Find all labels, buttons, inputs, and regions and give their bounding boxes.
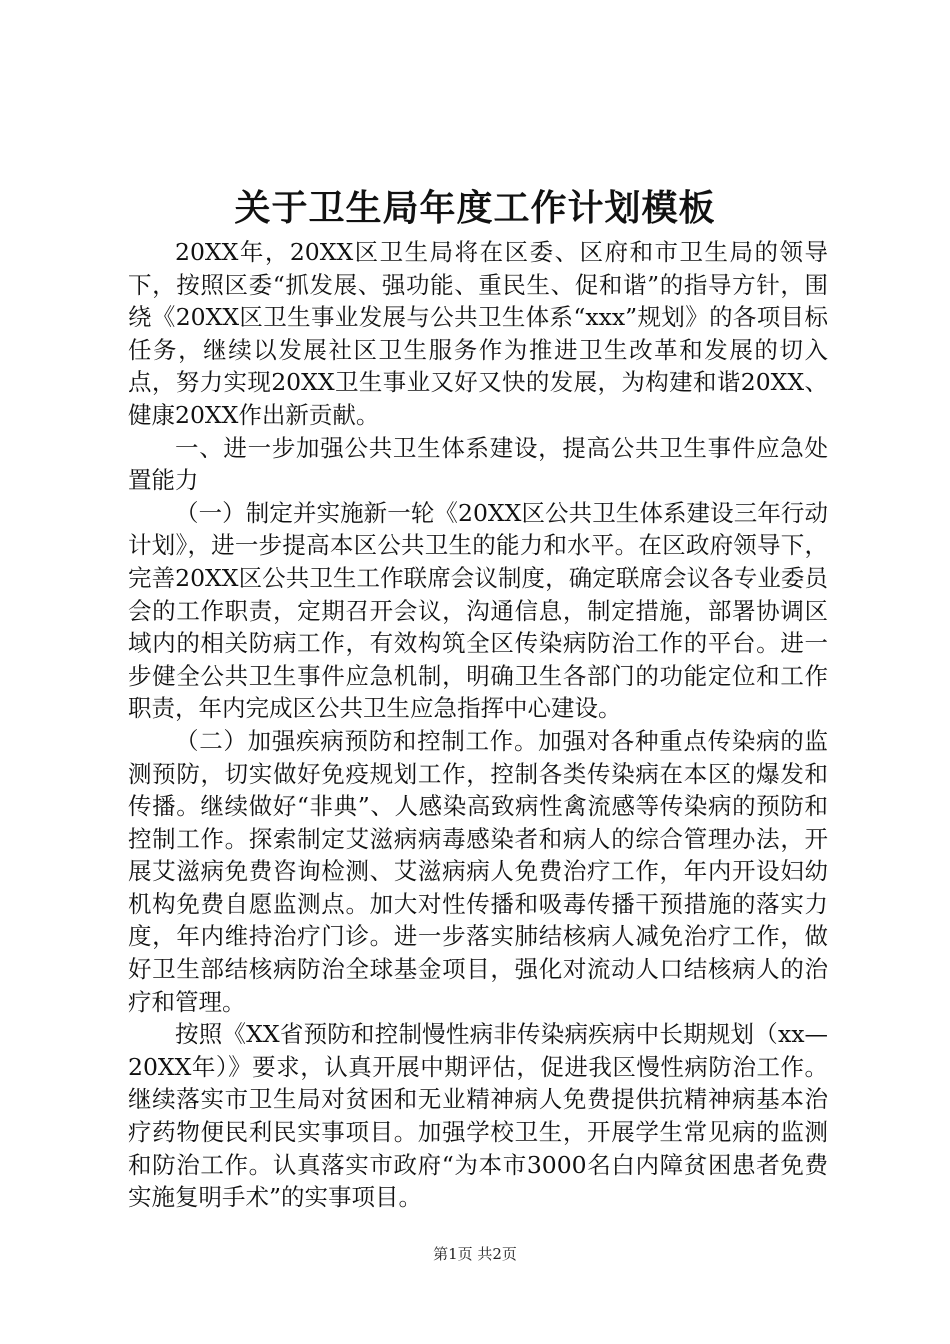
paragraph-subsection-2: （二）加强疾病预防和控制工作。加强对各种重点传染病的监测预防，切实做好免疫规划工作，控制各类传染病在本区的爆发和传播。继续做好“非典”、人感染高致病性禽流感等传染病的预防和控制工作。探索制定艾滋病病毒感染者和病人的综合管理办法，开展艾滋病免费咨询检测、艾滋病病人免费治疗工作，年内开设妇幼机构免费自愿监测点。加大对性传播和吸毒传播干预措施的落实力度，年内维持治疗门诊。进一步落实肺结核病人减免治疗工作，做好卫生部结核病防治全球基金项目，强化对流动人口结核病人的治疗和管理。 [128,726,828,1016]
document-body [128,236,828,1214]
page-footer: 第1页 共2页 [433,1245,517,1263]
paragraph-subsection-1: （一）制定并实施新一轮《20XX区公共卫生体系建设三年行动计划》，进一步提高本区公共卫生的能力和水平。在区政府领导下，完善20XX区公共卫生工作联席会议制度，确定联席会议各专业委员会的工作职责，定期召开会议，沟通信息，制定措施，部署协调区域内的相关防病工作，有效构筑全区传染病防治工作的平台。进一步健全公共卫生事件应急机制，明确卫生各部门的功能定位和工作职责，年内完成区公共卫生应急指挥中心建设。 [128,498,828,723]
document-title: 关于卫生局年度工作计划模板 [234,187,716,229]
section-heading-1: 一、进一步加强公共卫生体系建设，提高公共卫生事件应急处置能力 [128,433,828,495]
paragraph-chronic-disease: 按照《XX省预防和控制慢性病非传染病疾病中长期规划（xx—20XX年）》要求，认真开展中期评估，促进我区慢性病防治工作。继续落实市卫生局对贫困和无业精神病人免费提供抗精神病基本治疗药物便民利民实事项目。加强学校卫生，开展学生常见病的监测和防治工作。认真落实市政府“为本市3000名白内障贫困患者免费实施复明手术”的实事项目。 [128,1020,828,1212]
paragraph-intro: 20XX年，20XX区卫生局将在区委、区府和市卫生局的领导下，按照区委“抓发展、强功能、重民生、促和谐”的指导方针，围绕《20XX区卫生事业发展与公共卫生体系“xxx”规划》的各项目标任务，继续以发展社区卫生服务作为推进卫生改革和发展的切入点，努力实现20XX卫生事业又好又快的发展，为构建和谐20XX、健康20XX作出新贡献。 [128,238,828,429]
